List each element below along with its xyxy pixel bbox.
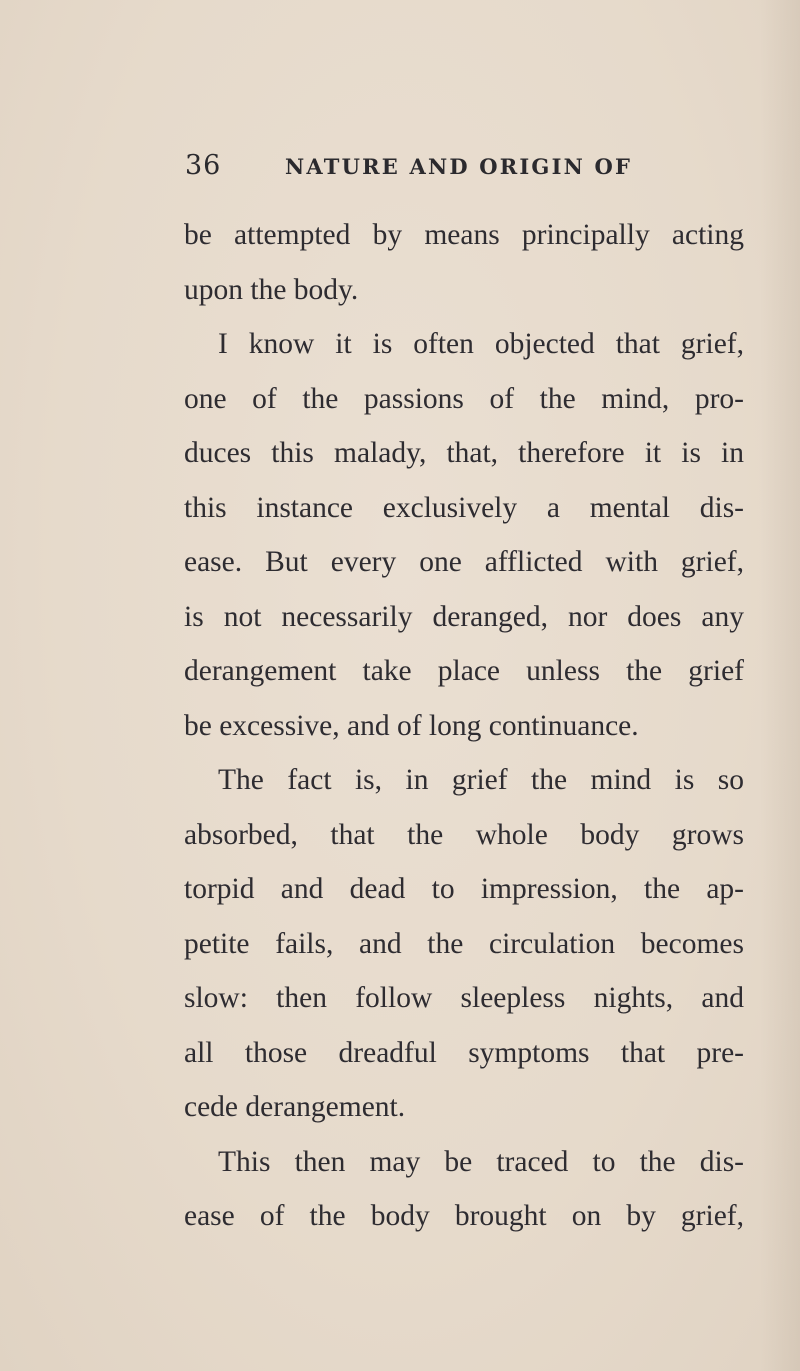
running-title: NATURE AND ORIGIN OF (285, 154, 633, 179)
body-text (184, 208, 744, 1244)
text-line: cede derangement. (184, 1091, 406, 1123)
text-line: upon the body. (184, 273, 359, 306)
text-line: ease of the body brought on by grief, (184, 1200, 744, 1232)
text-line: is not necessarily deranged, nor does any (184, 600, 744, 633)
text-line: this instance exclusively a mental dis- (184, 491, 744, 524)
text-line: be attempted by means principally acting (184, 219, 744, 251)
text-line: The fact is, in grief the mind is so (218, 764, 744, 796)
text-line: be excessive, and of long continuance. (184, 709, 639, 742)
text-line: all those dreadful symptoms that pre- (184, 1036, 744, 1069)
text-line: ease. But every one afflicted with grief, (184, 546, 744, 578)
page-number: 36 (185, 150, 222, 181)
text-line: torpid and dead to impression, the ap- (184, 873, 744, 905)
text-line: derangement take place unless the grief (184, 655, 744, 687)
text-line: This then may be traced to the dis- (218, 1145, 744, 1178)
page-edge-shadow (760, 0, 800, 1371)
text-line: absorbed, that the whole body grows (184, 818, 744, 851)
text-line: duces this malady, that, therefore it is in (184, 437, 744, 469)
text-line: petite fails, and the circulation becomes (184, 927, 744, 960)
text-line: I know it is often objected that grief, (218, 328, 744, 360)
running-head (185, 150, 745, 190)
text-line: slow: then follow sleepless nights, and (184, 982, 744, 1014)
text-line: one of the passions of the mind, pro- (184, 382, 744, 415)
